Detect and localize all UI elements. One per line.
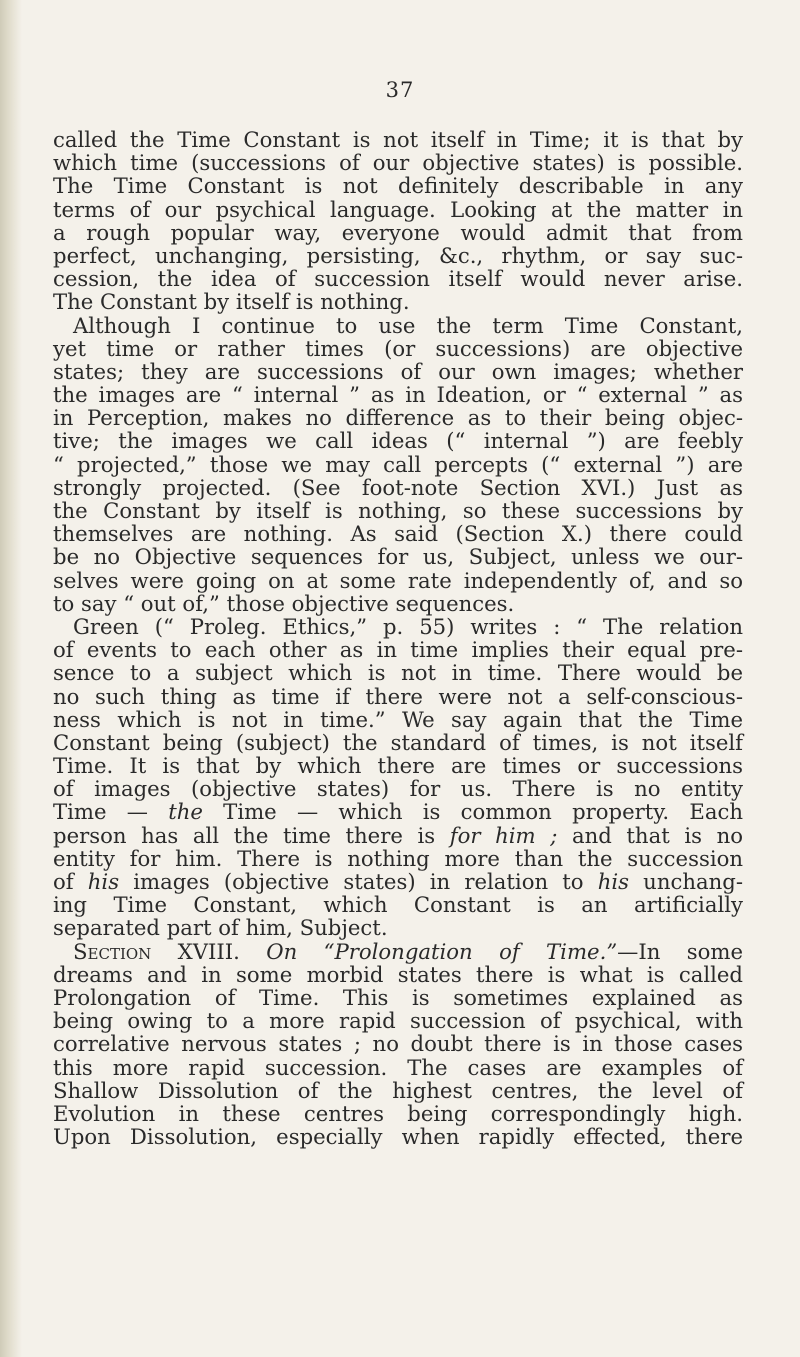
text-segment: cession, the idea of succession itself would never arise. bbox=[53, 266, 743, 292]
text-segment: The Constant by itself is nothing. bbox=[53, 289, 410, 315]
text-segment: “ projected,” those we may call percepts (“ external ”) are bbox=[53, 451, 743, 477]
text-line bbox=[53, 383, 743, 406]
text-line bbox=[53, 290, 743, 313]
text-segment: which time (successions of our objective states) is possible. bbox=[53, 150, 743, 176]
text-segment: Shallow Dissolution of the highest centres, the level of bbox=[53, 1077, 743, 1103]
text-line bbox=[53, 360, 743, 383]
text-segment: ing Time Constant, which Constant is an artificially bbox=[53, 892, 743, 918]
text-segment: being owing to a more rapid succession of psychical, with bbox=[53, 1008, 743, 1034]
text-segment: ness which is not in time.” We say again that the Time bbox=[53, 706, 743, 732]
text-line bbox=[53, 1056, 743, 1079]
text-line bbox=[53, 592, 743, 615]
text-segment: states; they are successions of our own images; whether bbox=[53, 358, 743, 384]
text-line bbox=[53, 916, 743, 939]
text-segment: called the Time Constant is not itself in Time; it is that by bbox=[53, 127, 743, 152]
text-line bbox=[53, 847, 743, 870]
text-segment: of images (objective states) for us. There is no entity bbox=[53, 776, 743, 802]
text-segment bbox=[240, 939, 266, 964]
text-line bbox=[53, 198, 743, 221]
section-heading: Section XVIII. bbox=[73, 938, 240, 964]
text-line bbox=[53, 1009, 743, 1032]
text-segment: unchang- bbox=[629, 869, 743, 894]
text-line bbox=[53, 476, 743, 499]
text-segment: Green (“ Proleg. Ethics,” p. 55) writes : “ The relation bbox=[73, 613, 743, 639]
text-segment: sence to a subject which is not in time. There would be bbox=[53, 660, 743, 686]
text-line bbox=[53, 940, 743, 963]
text-line bbox=[53, 174, 743, 197]
text-line bbox=[53, 685, 743, 708]
body-text bbox=[53, 128, 743, 1148]
text-segment: be no Objective sequences for us, Subject, unless we our- bbox=[53, 544, 743, 570]
text-segment: themselves are nothing. As said (Section X.) there could bbox=[53, 521, 743, 547]
text-line bbox=[53, 1079, 743, 1102]
text-line bbox=[53, 1125, 743, 1148]
text-line bbox=[53, 314, 743, 337]
text-segment: tive; the images we call ideas (“ internal ”) are feebly bbox=[53, 428, 743, 454]
text-segment: person has all the time there is bbox=[53, 822, 450, 848]
text-line bbox=[53, 638, 743, 661]
text-line bbox=[53, 731, 743, 754]
text-segment: Constant being (subject) the standard of times, is not itself bbox=[53, 729, 743, 755]
text-line bbox=[53, 824, 743, 847]
text-segment: Although I continue to use the term Time Constant, bbox=[73, 312, 743, 338]
text-line bbox=[53, 221, 743, 244]
text-segment: yet time or rather times (or successions) are objective bbox=[53, 335, 743, 361]
text-segment: correlative nervous states ; no doubt there is in those cases bbox=[53, 1031, 743, 1057]
text-line bbox=[53, 267, 743, 290]
text-line bbox=[53, 893, 743, 916]
text-line bbox=[53, 499, 743, 522]
text-line bbox=[53, 754, 743, 777]
text-segment: The Time Constant is not definitely describable in any bbox=[53, 173, 743, 199]
text-segment: the images are “ internal ” as in Ideation, or “ external ” as bbox=[53, 382, 743, 408]
text-segment: terms of our psychical language. Looking at the matter in bbox=[53, 196, 743, 222]
text-segment: entity for him. There is nothing more than the succession bbox=[53, 845, 743, 871]
text-line bbox=[53, 1102, 743, 1125]
text-segment: Prolongation of Time. This is sometimes explained as bbox=[53, 984, 743, 1010]
text-segment: selves were going on at some rate independently of, and so bbox=[53, 567, 743, 593]
text-line bbox=[53, 545, 743, 568]
text-segment: Time. It is that by which there are times or successions bbox=[53, 753, 743, 779]
text-line bbox=[53, 661, 743, 684]
text-line bbox=[53, 429, 743, 452]
text-segment: of bbox=[53, 869, 88, 894]
text-segment: the Constant by itself is nothing, so these successions by bbox=[53, 498, 743, 523]
page-edge-shadow bbox=[0, 0, 22, 1357]
text-segment: separated part of him, Subject. bbox=[53, 915, 388, 941]
text-segment: —In some bbox=[617, 938, 743, 964]
text-line bbox=[53, 615, 743, 638]
text-segment: of events to each other as in time implies their equal pre- bbox=[53, 637, 743, 663]
italic-text: his bbox=[87, 869, 120, 894]
text-line bbox=[53, 777, 743, 800]
text-line bbox=[53, 708, 743, 731]
italic-text: the bbox=[168, 799, 203, 825]
text-segment: to say “ out of,” those objective sequences. bbox=[53, 590, 515, 616]
page-number: 37 bbox=[385, 78, 415, 102]
text-segment: dreams and in some morbid states there is what is called bbox=[53, 961, 743, 987]
text-line bbox=[53, 453, 743, 476]
text-segment: this more rapid succession. The cases are examples of bbox=[53, 1054, 743, 1080]
text-line bbox=[53, 337, 743, 360]
text-segment: Time — which is common property. Each bbox=[202, 799, 744, 825]
text-line bbox=[53, 151, 743, 174]
text-line bbox=[53, 986, 743, 1009]
text-line bbox=[53, 128, 743, 151]
text-line bbox=[53, 800, 743, 823]
text-line bbox=[53, 522, 743, 545]
text-segment: perfect, unchanging, persisting, &c., rhythm, or say suc- bbox=[53, 242, 743, 268]
italic-text: On “Prolongation of Time.” bbox=[266, 938, 618, 964]
text-segment: Time — bbox=[53, 799, 169, 825]
text-line bbox=[53, 569, 743, 592]
text-segment: a rough popular way, everyone would admit that from bbox=[53, 219, 743, 245]
text-segment: and that is no bbox=[557, 822, 743, 848]
text-segment: strongly projected. (See foot-note Section XVI.) Just as bbox=[53, 474, 743, 500]
text-segment: Upon Dissolution, especially when rapidly effected, there bbox=[53, 1124, 743, 1150]
text-segment: in Perception, makes no difference as to their being objec- bbox=[53, 405, 743, 431]
text-segment: no such thing as time if there were not a self-conscious- bbox=[53, 683, 743, 709]
text-segment: Evolution in these centres being correspondingly high. bbox=[53, 1100, 743, 1126]
italic-text: for him ; bbox=[449, 822, 558, 848]
text-segment: images (objective states) in relation to bbox=[119, 869, 598, 894]
text-line bbox=[53, 870, 743, 893]
italic-text: his bbox=[597, 869, 630, 894]
text-line bbox=[53, 244, 743, 267]
text-line bbox=[53, 406, 743, 429]
text-line bbox=[53, 1032, 743, 1055]
text-line bbox=[53, 963, 743, 986]
